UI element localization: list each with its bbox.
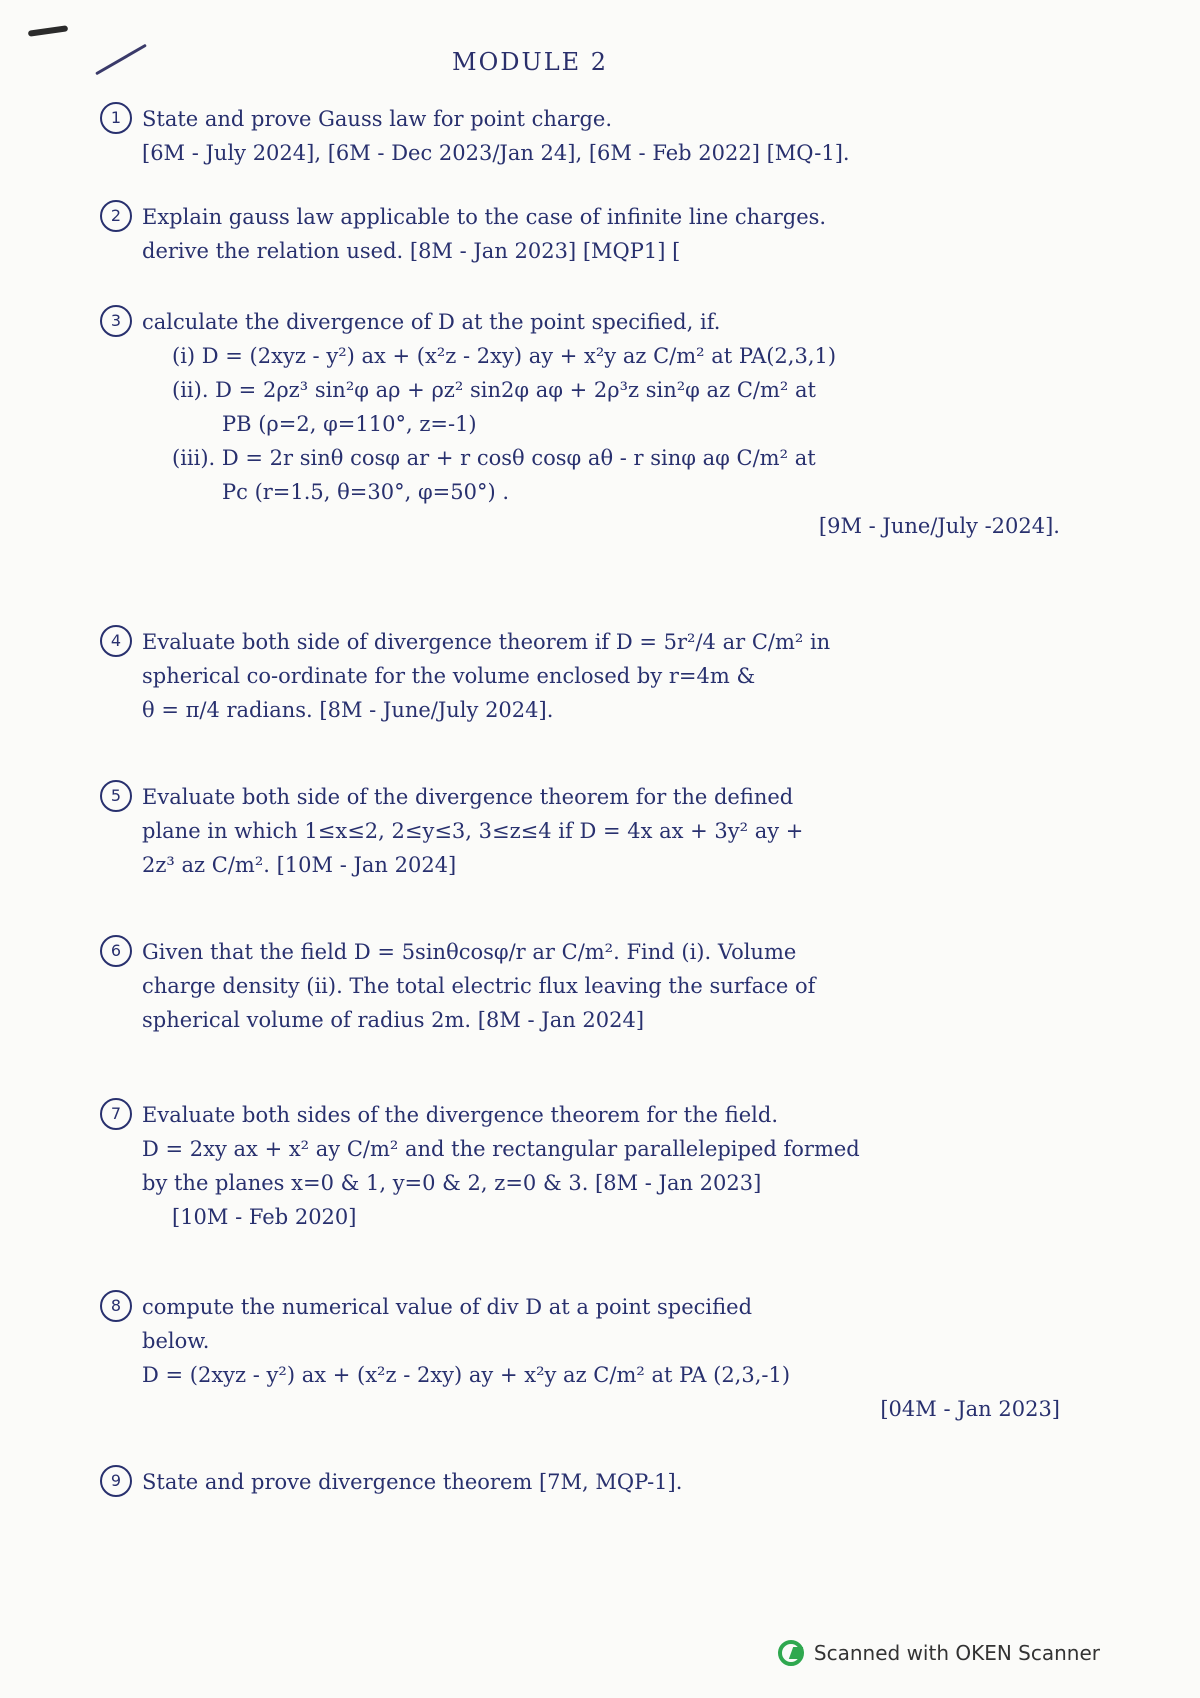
question-text: Evaluate both sides of the divergence theorem for the field. (142, 1103, 779, 1127)
question-number: 7 (100, 1098, 132, 1130)
page-title: MODULE 2 (452, 48, 609, 76)
question-text: 2z³ az C/m². [10M - Jan 2024] (142, 853, 457, 877)
question-3 (100, 305, 1100, 543)
question-text: calculate the divergence of D at the point specified, if. (142, 310, 721, 334)
question-6 (100, 935, 1100, 1037)
question-7 (100, 1098, 1100, 1234)
question-marks: [10M - Feb 2020] (172, 1205, 357, 1229)
scan-corner-mark (28, 25, 68, 37)
question-text: derive the relation used. [8M - Jan 2023] [MQP1] [ (142, 239, 681, 263)
question-text: State and prove divergence theorem [7M, MQP-1]. (142, 1470, 683, 1494)
question-1 (100, 102, 1100, 170)
question-number: 2 (100, 200, 132, 232)
question-marks: [04M - Jan 2023] (880, 1397, 1060, 1421)
question-marks: [9M - June/July -2024]. (818, 514, 1060, 538)
question-number: 1 (100, 102, 132, 134)
question-subpart: (iii). D = 2r sinθ cosφ ar + r cosθ cosφ aθ - r sinφ aφ C/m² at (172, 446, 816, 470)
question-text: State and prove Gauss law for point charge. (142, 107, 613, 131)
question-text: compute the numerical value of div D at a point specified (142, 1295, 753, 1319)
question-number: 3 (100, 305, 132, 337)
question-text: Evaluate both side of the divergence theorem for the defined (142, 785, 794, 809)
question-text: D = (2xyz - y²) ax + (x²z - 2xy) ay + x²y az C/m² at PA (2,3,-1) (142, 1363, 791, 1387)
question-9 (100, 1465, 1100, 1499)
question-text: charge density (ii). The total electric flux leaving the surface of (142, 974, 816, 998)
question-text: Evaluate both side of divergence theorem if D = 5r²/4 ar C/m² in (142, 630, 831, 654)
question-text: D = 2xy ax + x² ay C/m² and the rectangular parallelepiped formed (142, 1137, 860, 1161)
question-text: θ = π/4 radians. [8M - June/July 2024]. (142, 698, 554, 722)
question-4 (100, 625, 1100, 727)
question-8 (100, 1290, 1100, 1426)
question-number: 8 (100, 1290, 132, 1322)
question-subpart: (i) D = (2xyz - y²) ax + (x²z - 2xy) ay + x²y az C/m² at PA(2,3,1) (172, 344, 837, 368)
question-2 (100, 200, 1100, 268)
question-subpart: Pc (r=1.5, θ=30°, φ=50°) . (222, 480, 510, 504)
question-5 (100, 780, 1100, 882)
scanner-watermark (778, 1640, 1100, 1666)
question-subpart: PB (ρ=2, φ=110°, z=-1) (222, 412, 477, 436)
question-subpart: (ii). D = 2ρz³ sin²φ aρ + ρz² sin2φ aφ + 2ρ³z sin²φ az C/m² at (172, 378, 816, 402)
question-number: 4 (100, 625, 132, 657)
question-text: Explain gauss law applicable to the case of infinite line charges. (142, 205, 827, 229)
question-number: 9 (100, 1465, 132, 1497)
oken-scanner-logo-icon (778, 1640, 804, 1666)
question-number: 5 (100, 780, 132, 812)
question-text: plane in which 1≤x≤2, 2≤y≤3, 3≤z≤4 if D = 4x ax + 3y² ay + (142, 819, 804, 843)
pen-stroke-mark (95, 44, 147, 76)
question-number: 6 (100, 935, 132, 967)
question-text: by the planes x=0 & 1, y=0 & 2, z=0 & 3. [8M - Jan 2023] (142, 1171, 762, 1195)
question-marks: [6M - July 2024], [6M - Dec 2023/Jan 24], [6M - Feb 2022] [MQ-1]. (142, 141, 850, 165)
question-text: Given that the field D = 5sinθcosφ/r ar C/m². Find (i). Volume (142, 940, 797, 964)
question-text: below. (142, 1329, 210, 1353)
question-text: spherical co-ordinate for the volume enclosed by r=4m & (142, 664, 756, 688)
scanner-watermark-text: Scanned with OKEN Scanner (813, 1641, 1100, 1665)
question-text: spherical volume of radius 2m. [8M - Jan 2024] (142, 1008, 645, 1032)
